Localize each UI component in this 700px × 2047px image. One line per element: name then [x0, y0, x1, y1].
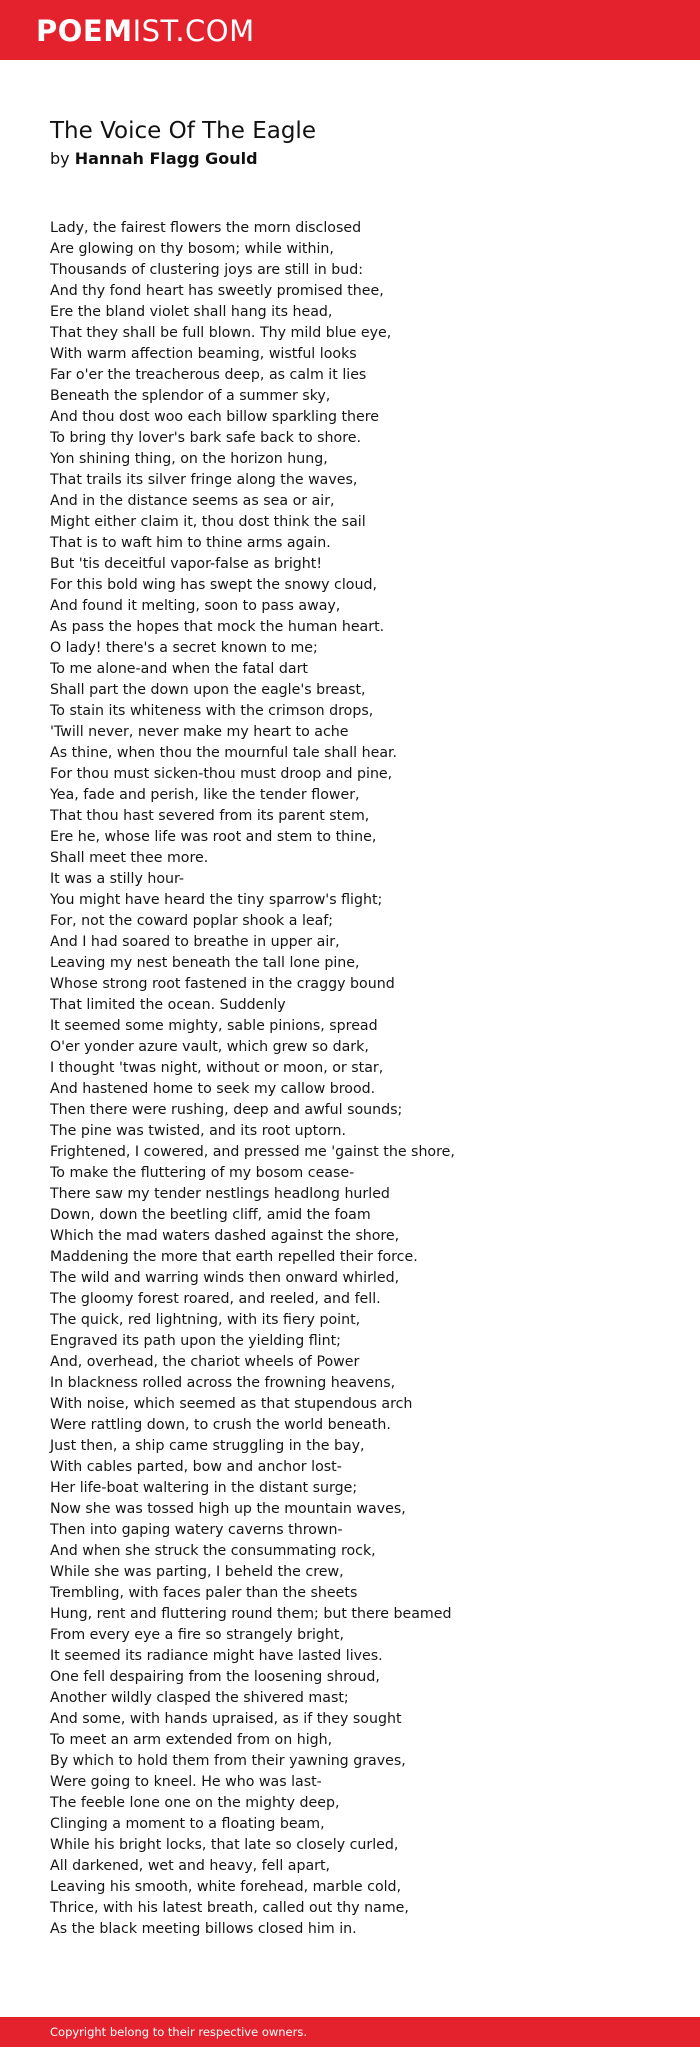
poem-line: Another wildly clasped the shivered mast;: [50, 1690, 349, 1706]
poem-line: And thy fond heart has sweetly promised thee,: [50, 283, 384, 299]
poem-line: The pine was twisted, and its root uptorn.: [50, 1123, 346, 1139]
site-footer: [0, 2017, 700, 2047]
poem-line: All darkened, wet and heavy, fell apart,: [50, 1858, 331, 1874]
copyright-text: Copyright belong to their respective owners.: [50, 2025, 308, 2039]
poem-line: With noise, which seemed as that stupendous arch: [50, 1396, 413, 1412]
site-logo-text: [36, 13, 255, 48]
poem-line: That limited the ocean. Suddenly: [50, 997, 286, 1013]
poem-byline: [50, 148, 258, 170]
poem-line: To bring thy lover's bark safe back to shore.: [50, 430, 361, 446]
poem-line: For thou must sicken-thou must droop and pine,: [50, 766, 393, 782]
poem-line: The feeble lone one on the mighty deep,: [50, 1795, 340, 1811]
poem-line: With cables parted, bow and anchor lost-: [50, 1459, 342, 1475]
poem-line: That thou hast severed from its parent stem,: [50, 808, 370, 824]
poem-line: Were rattling down, to crush the world beneath.: [50, 1417, 391, 1433]
poem-line: It seemed its radiance might have lasted lives.: [50, 1648, 383, 1664]
poem-line: And in the distance seems as sea or air,: [50, 493, 335, 509]
poem-line: To stain its whiteness with the crimson drops,: [50, 703, 374, 719]
poem-line: And some, with hands upraised, as if they sought: [50, 1711, 402, 1727]
poem-line: And found it melting, soon to pass away,: [50, 598, 341, 614]
poem-title: The Voice Of The Eagle: [50, 118, 316, 144]
poem-line: Ere he, whose life was root and stem to thine,: [50, 829, 377, 845]
poem-line: There saw my tender nestlings headlong hurled: [50, 1186, 390, 1202]
poem-line: Ere the bland violet shall hang its head,: [50, 304, 333, 320]
poem-line: Thousands of clustering joys are still in bud:: [50, 262, 364, 278]
by-label: by: [50, 149, 70, 168]
poem-line: And I had soared to breathe in upper air,: [50, 934, 340, 950]
poem-line: The wild and warring winds then onward whirled,: [50, 1270, 400, 1286]
poem-line: Trembling, with faces paler than the sheets: [50, 1585, 358, 1601]
poem-line: O lady! there's a secret known to me;: [50, 640, 318, 656]
poem-line: Hung, rent and fluttering round them; but there beamed: [50, 1606, 452, 1622]
poem-line: Then into gaping watery caverns thrown-: [50, 1522, 343, 1538]
poem-line: Clinging a moment to a floating beam,: [50, 1816, 325, 1832]
poem-line: To meet an arm extended from on high,: [50, 1732, 333, 1748]
poem-line: By which to hold them from their yawning graves,: [50, 1753, 406, 1769]
poem-line: Engraved its path upon the yielding flint;: [50, 1333, 341, 1349]
poem-line: Might either claim it, thou dost think the sail: [50, 514, 366, 530]
poem-line: While she was parting, I beheld the crew,: [50, 1564, 344, 1580]
site-logo-link[interactable]: [18, 10, 255, 52]
logo-text-light: IST.COM: [132, 13, 255, 48]
poem-line: O'er yonder azure vault, which grew so dark,: [50, 1039, 369, 1055]
poem-line: For this bold wing has swept the snowy cloud,: [50, 577, 377, 593]
poem-line: To make the fluttering of my bosom cease-: [50, 1165, 355, 1181]
poem-line: The gloomy forest roared, and reeled, and fell.: [50, 1291, 381, 1307]
poem-line: 'Twill never, never make my heart to ache: [50, 724, 349, 740]
poem-line: But 'tis deceitful vapor-false as bright!: [50, 556, 323, 572]
poem-line: In blackness rolled across the frowning heavens,: [50, 1375, 396, 1391]
poem-line: Are glowing on thy bosom; while within,: [50, 241, 334, 257]
poem-line: As the black meeting billows closed him in.: [50, 1921, 357, 1937]
poem-line: That is to waft him to thine arms again.: [50, 535, 331, 551]
poem-line: As pass the hopes that mock the human heart.: [50, 619, 385, 635]
poem-line: Far o'er the treacherous deep, as calm it lies: [50, 367, 367, 383]
poem-line: To me alone-and when the fatal dart: [50, 661, 308, 677]
poem-line: From every eye a fire so strangely bright,: [50, 1627, 345, 1643]
poem-line: It was a stilly hour-: [50, 871, 185, 887]
poem-line: Beneath the splendor of a summer sky,: [50, 388, 331, 404]
poem-line: Frightened, I cowered, and pressed me 'gainst the shore,: [50, 1144, 455, 1160]
poem-line: And, overhead, the chariot wheels of Power: [50, 1354, 360, 1370]
poem-line: And hastened home to seek my callow brood.: [50, 1081, 376, 1097]
logo-text-strong: POEM: [36, 13, 133, 48]
site-header: [0, 0, 700, 60]
poem-line: And when she struck the consummating rock,: [50, 1543, 376, 1559]
poem-line: Yon shining thing, on the horizon hung,: [50, 451, 328, 467]
poem-line: Yea, fade and perish, like the tender flower,: [50, 787, 360, 803]
poem-line: For, not the coward poplar shook a leaf;: [50, 913, 334, 929]
poem-line: With warm affection beaming, wistful looks: [50, 346, 357, 362]
poem-line: Were going to kneel. He who was last-: [50, 1774, 322, 1790]
poem-line: As thine, when thou the mournful tale shall hear.: [50, 745, 398, 761]
poem-line: That trails its silver fringe along the waves,: [50, 472, 358, 488]
poem-line: The quick, red lightning, with its fiery point,: [50, 1312, 361, 1328]
poem-line: Leaving my nest beneath the tall lone pine,: [50, 955, 360, 971]
poem-line: Leaving his smooth, white forehead, marble cold,: [50, 1879, 402, 1895]
poem-line: That they shall be full blown. Thy mild blue eye,: [50, 325, 392, 341]
poem-line: Which the mad waters dashed against the shore,: [50, 1228, 400, 1244]
poem-line: Whose strong root fastened in the craggy bound: [50, 976, 395, 992]
poem-line: Then there were rushing, deep and awful sounds;: [50, 1102, 403, 1118]
poem-line: Shall meet thee more.: [50, 850, 209, 866]
poem-line: I thought 'twas night, without or moon, or star,: [50, 1060, 384, 1076]
poem-line: While his bright locks, that late so closely curled,: [50, 1837, 399, 1853]
poem-line: Now she was tossed high up the mountain waves,: [50, 1501, 406, 1517]
poem-line: Maddening the more that earth repelled their force.: [50, 1249, 418, 1265]
poem-line: Lady, the fairest flowers the morn disclosed: [50, 220, 362, 236]
poem-line: Her life-boat waltering in the distant surge;: [50, 1480, 358, 1496]
poem-line: Just then, a ship came struggling in the bay,: [50, 1438, 365, 1454]
poem-line: You might have heard the tiny sparrow's flight;: [50, 892, 383, 908]
poem-line: Thrice, with his latest breath, called out thy name,: [50, 1900, 409, 1916]
poem-line: Down, down the beetling cliff, amid the foam: [50, 1207, 371, 1223]
poem-line: And thou dost woo each billow sparkling there: [50, 409, 379, 425]
poem-line: Shall part the down upon the eagle's breast,: [50, 682, 366, 698]
poem-line: It seemed some mighty, sable pinions, spread: [50, 1018, 378, 1034]
poem-body: [50, 218, 670, 1940]
poem-line: One fell despairing from the loosening shroud,: [50, 1669, 380, 1685]
author-link[interactable]: Hannah Flagg Gould: [74, 149, 258, 168]
